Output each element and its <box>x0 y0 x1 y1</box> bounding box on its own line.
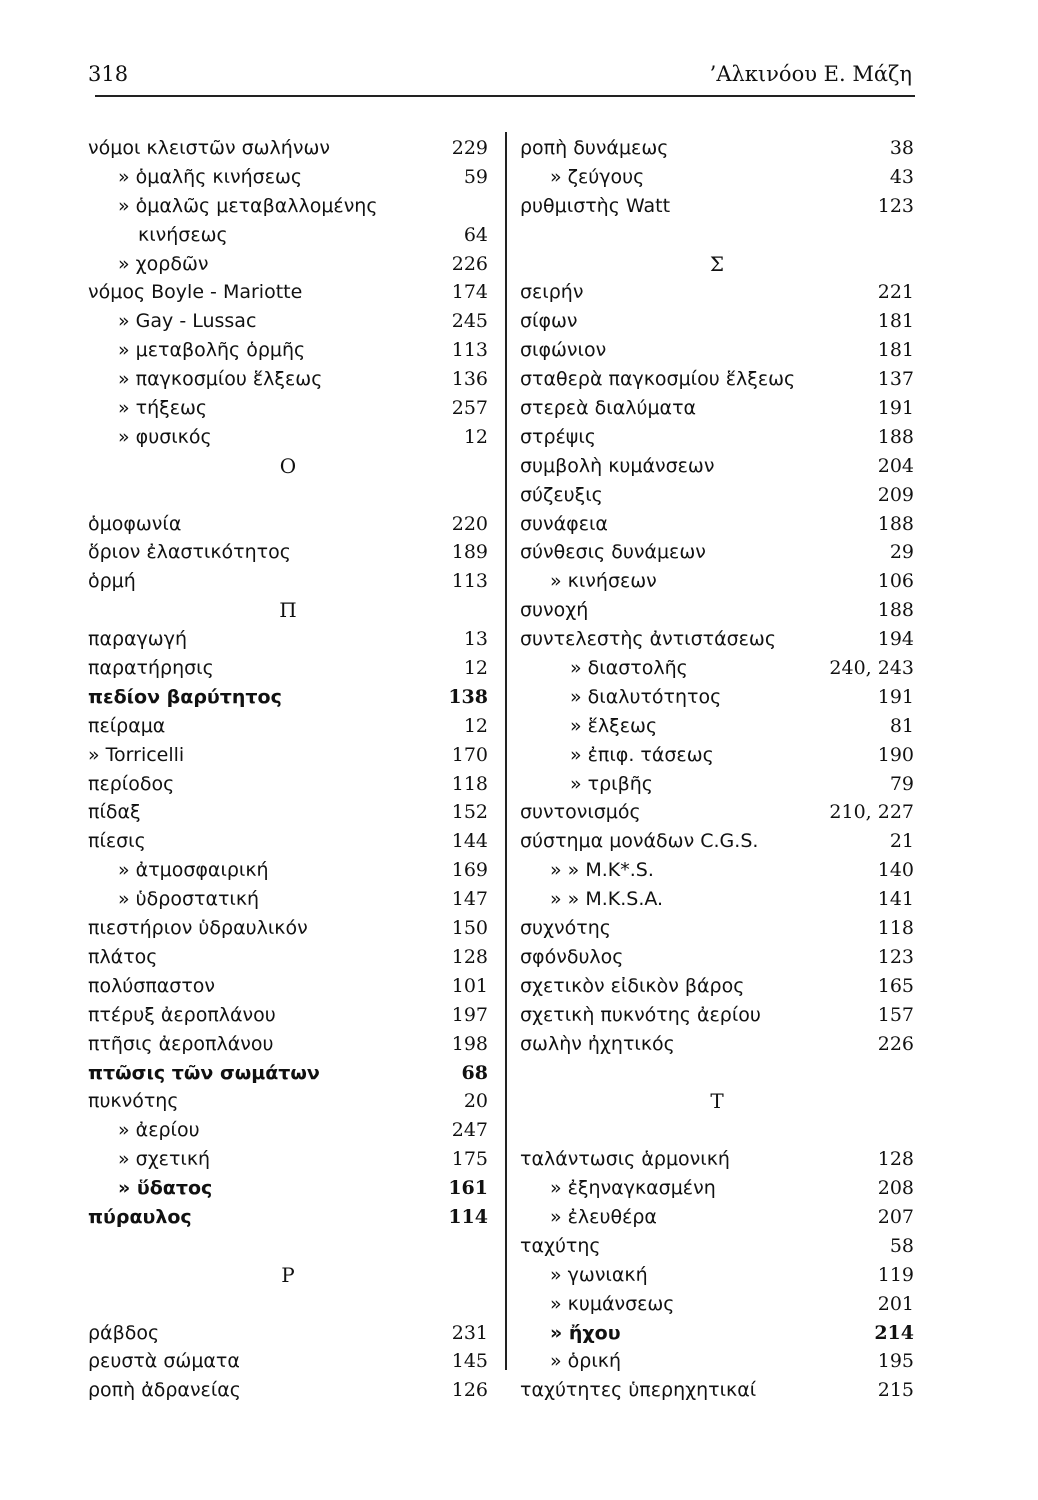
index-column-left <box>88 134 488 1405</box>
page-number: 318 <box>88 62 129 86</box>
entry-term: » φυσικός <box>118 425 212 448</box>
entry-page-number: 106 <box>877 570 914 593</box>
entry-term: » χορδῶν <box>118 252 209 275</box>
entry-page-number: 231 <box>451 1321 488 1344</box>
blank-line <box>520 1059 914 1088</box>
entry-page-number: 58 <box>889 1234 914 1257</box>
entry-page-number: 190 <box>877 743 914 766</box>
entry-term: σίφων <box>520 310 578 333</box>
entry-page-number: 137 <box>877 368 914 391</box>
entry-page-number: 215 <box>877 1379 914 1402</box>
entry-term: πολύσπαστον <box>88 974 216 997</box>
entry-page-number: 181 <box>877 310 914 333</box>
index-entry <box>88 394 488 423</box>
index-entry <box>520 1347 914 1376</box>
index-entry <box>88 307 488 336</box>
index-entry <box>88 914 488 943</box>
index-entry <box>520 452 914 481</box>
entry-page-number: 140 <box>877 859 914 882</box>
index-entry <box>88 943 488 972</box>
blank-line <box>88 1232 488 1261</box>
entry-page-number: 29 <box>889 541 914 564</box>
entry-term: συντελεστὴς ἀντιστάσεως <box>520 628 776 651</box>
entry-page-number: 13 <box>463 628 488 651</box>
entry-term: » παγκοσμίου ἕλξεως <box>118 368 323 391</box>
entry-term: » κυμάνσεως <box>550 1292 675 1315</box>
index-entry <box>520 654 914 683</box>
entry-term: ὁρμή <box>88 570 136 593</box>
blank-line <box>88 1290 488 1319</box>
index-entry <box>88 134 488 163</box>
entry-page-number: 174 <box>451 281 488 304</box>
entry-term: σύζευξις <box>520 483 603 506</box>
entry-page-number: 191 <box>877 685 914 708</box>
entry-term: » γωνιακή <box>550 1263 648 1286</box>
entry-term: πλάτος <box>88 945 158 968</box>
entry-page-number: 152 <box>451 801 488 824</box>
entry-page-number: 209 <box>877 483 914 506</box>
entry-term: στερεὰ διαλύματα <box>520 397 697 420</box>
index-entry <box>520 336 914 365</box>
index-entry <box>88 1059 488 1088</box>
entry-term: πτῆσις ἀεροπλάνου <box>88 1032 274 1055</box>
index-entry <box>88 1087 488 1116</box>
entry-term: νόμοι κλειστῶν σωλήνων <box>88 137 330 159</box>
entry-term: ράβδος <box>88 1321 160 1344</box>
entry-term: » ὕδατος <box>118 1177 213 1200</box>
entry-term: σωλὴν ἠχητικός <box>520 1032 675 1055</box>
entry-term: συντονισμός <box>520 801 641 824</box>
entry-page-number: 128 <box>451 945 488 968</box>
index-entry <box>88 1001 488 1030</box>
entry-page-number: 118 <box>877 917 914 940</box>
entry-term: ρυθμιστὴς Watt <box>520 194 671 217</box>
entry-term: » τήξεως <box>118 397 208 420</box>
entry-term: » διαστολῆς <box>570 657 688 680</box>
index-entry <box>520 683 914 712</box>
entry-page-number: 145 <box>451 1350 488 1373</box>
index-entry <box>88 510 488 539</box>
entry-term: » » M.K.S.A. <box>550 888 664 911</box>
entry-page-number: 144 <box>451 830 488 853</box>
index-entry <box>520 827 914 856</box>
entry-term: πίεσις <box>88 830 146 853</box>
index-entry <box>520 856 914 885</box>
section-letter: Ο <box>279 453 297 478</box>
entry-term: ὁμοφωνία <box>88 512 182 535</box>
index-entry <box>88 163 488 192</box>
entry-term: » ἕλξεως <box>570 714 658 737</box>
index-entry <box>520 943 914 972</box>
index-entry <box>88 1203 488 1232</box>
index-entry <box>520 798 914 827</box>
entry-page-number: 21 <box>889 830 914 853</box>
blank-line <box>520 1116 914 1145</box>
entry-page-number: 59 <box>463 165 488 188</box>
index-entry <box>520 567 914 596</box>
index-entry <box>520 278 914 307</box>
entry-page-number: 157 <box>877 1003 914 1026</box>
entry-page-number: 141 <box>877 888 914 911</box>
entry-term: συχνότης <box>520 917 611 940</box>
entry-term: συμβολὴ κυμάνσεων <box>520 454 715 477</box>
entry-term: » ὁρική <box>550 1350 622 1373</box>
entry-term: » ἤχου <box>550 1321 621 1344</box>
entry-term: » τριβῆς <box>570 772 653 795</box>
entry-term: παρατήρησις <box>88 657 214 680</box>
entry-page-number: 128 <box>877 1148 914 1171</box>
entry-page-number: 201 <box>877 1292 914 1315</box>
index-entry <box>520 770 914 799</box>
entry-page-number: 181 <box>877 339 914 362</box>
index-entry <box>88 972 488 1001</box>
entry-page-number: 175 <box>451 1148 488 1171</box>
entry-page-number: 221 <box>877 281 914 304</box>
entry-term: πιεστήριον ὑδραυλικόν <box>88 917 308 940</box>
entry-term: » ἀερίου <box>118 1119 200 1142</box>
entry-page-number: 169 <box>451 859 488 882</box>
index-entry <box>520 1030 914 1059</box>
entry-term: » ὁμαλῶς μεταβαλλομένης <box>118 194 378 217</box>
entry-term: ὅριον ἐλαστικότητος <box>88 541 291 564</box>
index-entry <box>520 741 914 770</box>
entry-page-number: 20 <box>463 1090 488 1113</box>
entry-term: σειρήν <box>520 281 584 304</box>
entry-term: » ἀτμοσφαιρική <box>118 859 269 882</box>
entry-page-number: 101 <box>451 974 488 997</box>
entry-page-number: 79 <box>889 772 914 795</box>
index-entry <box>520 1001 914 1030</box>
entry-term: πύραυλος <box>88 1205 192 1228</box>
index-entry <box>520 1232 914 1261</box>
entry-term: » μεταβολῆς ὁρμῆς <box>118 339 306 362</box>
entry-page-number: 197 <box>451 1003 488 1026</box>
index-entry <box>88 1030 488 1059</box>
entry-page-number: 161 <box>448 1177 488 1200</box>
index-entry <box>520 972 914 1001</box>
entry-page-number: 208 <box>877 1177 914 1200</box>
entry-term: ταχύτητες ὑπερηχητικαί <box>520 1379 757 1402</box>
entry-page-number: 119 <box>877 1263 914 1286</box>
entry-page-number: 113 <box>451 339 488 362</box>
entry-page-number: 189 <box>451 541 488 564</box>
entry-term: πτῶσις τῶν σωμάτων <box>88 1061 320 1084</box>
entry-term: » κινήσεων <box>550 570 657 593</box>
entry-page-number: 191 <box>877 397 914 420</box>
index-entry <box>520 914 914 943</box>
entry-page-number: 188 <box>877 425 914 448</box>
entry-page-number: 226 <box>451 252 488 275</box>
entry-page-number: 136 <box>451 368 488 391</box>
entry-term: ροπὴ ἀδρανείας <box>88 1379 241 1402</box>
index-entry <box>88 423 488 452</box>
index-entry <box>520 510 914 539</box>
index-entry <box>520 1203 914 1232</box>
entry-term: » διαλυτότητος <box>570 685 722 708</box>
index-entry <box>520 538 914 567</box>
entry-page-number: 210, 227 <box>829 801 914 824</box>
entry-term: » Torricelli <box>88 743 185 766</box>
entry-term: » σχετική <box>118 1148 211 1171</box>
index-entry <box>88 770 488 799</box>
index-entry <box>520 394 914 423</box>
entry-term: » ἐπιφ. τάσεως <box>570 743 714 766</box>
entry-term: πείραμα <box>88 714 166 737</box>
blank-line <box>88 481 488 510</box>
index-entry <box>88 856 488 885</box>
entry-term: » » M.K*.S. <box>550 859 654 882</box>
entry-term: πτέρυξ ἀεροπλάνου <box>88 1003 276 1026</box>
entry-term: περίοδος <box>88 772 175 795</box>
index-entry <box>520 1319 914 1348</box>
entry-term: πυκνότης <box>88 1090 179 1113</box>
entry-term: σφόνδυλος <box>520 945 624 968</box>
entry-page-number: 126 <box>451 1379 488 1402</box>
entry-page-number: 247 <box>451 1119 488 1142</box>
index-entry <box>520 1261 914 1290</box>
index-entry <box>88 1319 488 1348</box>
index-entry <box>88 1347 488 1376</box>
entry-term: νόμος Boyle - Mariotte <box>88 281 303 304</box>
index-entry <box>520 1290 914 1319</box>
index-entry <box>88 1145 488 1174</box>
entry-term: σιφώνιον <box>520 339 607 362</box>
entry-term: πεδίον βαρύτητος <box>88 685 282 708</box>
entry-term: πίδαξ <box>88 801 141 824</box>
entry-page-number: 240, 243 <box>829 657 914 680</box>
entry-page-number: 188 <box>877 599 914 622</box>
index-entry <box>88 683 488 712</box>
entry-page-number: 118 <box>451 772 488 795</box>
entry-page-number: 257 <box>451 397 488 420</box>
index-entry <box>88 250 488 279</box>
entry-page-number: 204 <box>877 454 914 477</box>
entry-page-number: 165 <box>877 974 914 997</box>
index-entry <box>88 1376 488 1405</box>
index-entry <box>520 712 914 741</box>
entry-page-number: 12 <box>463 425 488 448</box>
index-entry <box>520 885 914 914</box>
running-title: ’Αλκινόου Ε. Μάζη <box>709 62 912 86</box>
entry-term: ταλάντωσις ἁρμονική <box>520 1148 730 1171</box>
index-entry <box>520 365 914 394</box>
entry-page-number: 114 <box>448 1205 488 1228</box>
entry-term: » ὑδροστατική <box>118 888 260 911</box>
index-entry <box>520 192 914 221</box>
entry-page-number: 207 <box>877 1205 914 1228</box>
index-entry <box>520 307 914 336</box>
entry-term: σύνθεσις δυνάμεων <box>520 541 706 564</box>
entry-term: » ἐξηναγκασμένη <box>550 1177 716 1200</box>
entry-page-number: 43 <box>889 165 914 188</box>
entry-term: στρέψις <box>520 425 596 448</box>
entry-term: » Gay - Lussac <box>118 310 257 333</box>
entry-page-number: 12 <box>463 657 488 680</box>
entry-term: ρευστὰ σώματα <box>88 1350 240 1373</box>
entry-term: » ὁμαλῆς κινήσεως <box>118 165 303 188</box>
entry-page-number: 64 <box>463 223 488 246</box>
entry-term: » ἐλευθέρα <box>550 1205 657 1228</box>
entry-term: σταθερὰ παγκοσμίου ἕλξεως <box>520 368 796 391</box>
index-entry <box>88 885 488 914</box>
index-entry <box>520 1376 914 1405</box>
entry-page-number: 81 <box>889 714 914 737</box>
index-entry <box>88 1174 488 1203</box>
index-entry <box>88 712 488 741</box>
entry-term: ροπὴ δυνάμεως <box>520 137 669 159</box>
index-entry <box>520 481 914 510</box>
index-entry <box>520 1145 914 1174</box>
index-entry <box>88 538 488 567</box>
index-entry <box>88 336 488 365</box>
entry-page-number: 188 <box>877 512 914 535</box>
entry-page-number: 38 <box>889 137 914 159</box>
index-entry <box>88 625 488 654</box>
index-entry <box>520 1174 914 1203</box>
column-divider <box>505 132 507 1370</box>
section-letter: Σ <box>709 251 725 276</box>
entry-page-number: 170 <box>451 743 488 766</box>
index-entry <box>520 625 914 654</box>
entry-term: παραγωγή <box>88 628 187 651</box>
entry-page-number: 12 <box>463 714 488 737</box>
entry-term: συνοχή <box>520 599 589 622</box>
entry-term: σχετικὴ πυκνότης ἀερίου <box>520 1003 761 1026</box>
index-entry <box>88 741 488 770</box>
index-entry <box>88 798 488 827</box>
entry-page-number: 245 <box>451 310 488 333</box>
index-entry <box>88 221 488 250</box>
index-entry <box>88 1116 488 1145</box>
entry-page-number: 194 <box>877 628 914 651</box>
header-rule <box>95 95 915 97</box>
entry-page-number: 220 <box>451 512 488 535</box>
index-entry <box>88 278 488 307</box>
entry-term: σχετικὸν εἰδικὸν βάρος <box>520 974 745 997</box>
index-entry <box>520 134 914 163</box>
entry-term: ταχύτης <box>520 1234 601 1257</box>
index-entry <box>520 163 914 192</box>
index-column-right <box>520 134 914 1405</box>
entry-page-number: 198 <box>451 1032 488 1055</box>
section-letter: Τ <box>710 1089 724 1114</box>
entry-page-number: 147 <box>451 888 488 911</box>
entry-term: κινήσεως <box>138 223 228 246</box>
entry-page-number: 214 <box>874 1321 914 1344</box>
entry-page-number: 150 <box>451 917 488 940</box>
index-entry <box>520 423 914 452</box>
entry-page-number: 123 <box>877 194 914 217</box>
index-entry <box>88 365 488 394</box>
entry-page-number: 68 <box>461 1061 488 1084</box>
index-entry <box>88 192 488 221</box>
entry-page-number: 226 <box>877 1032 914 1055</box>
entry-page-number: 195 <box>877 1350 914 1373</box>
section-letter: Π <box>279 598 297 623</box>
entry-term: σύστημα μονάδων C.G.S. <box>520 830 759 853</box>
entry-term: » ζεύγους <box>550 165 645 188</box>
index-entry <box>520 596 914 625</box>
section-letter: Ρ <box>281 1262 295 1287</box>
page-header <box>88 62 912 96</box>
entry-term: συνάφεια <box>520 512 608 535</box>
entry-page-number: 113 <box>451 570 488 593</box>
index-entry <box>88 654 488 683</box>
entry-page-number: 123 <box>877 945 914 968</box>
index-entry <box>88 827 488 856</box>
index-entry <box>88 567 488 596</box>
entry-page-number: 229 <box>451 137 488 159</box>
blank-line <box>520 221 914 250</box>
entry-page-number: 138 <box>448 685 488 708</box>
